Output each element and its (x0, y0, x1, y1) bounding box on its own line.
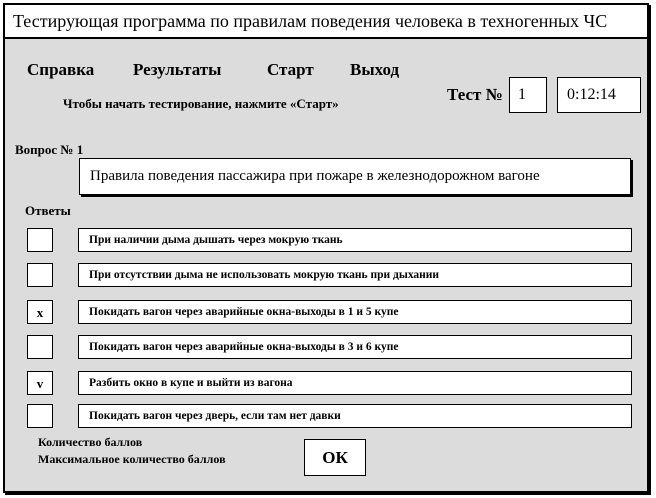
answer-checkbox-4[interactable] (27, 335, 53, 359)
start-hint: Чтобы начать тестирование, нажмите «Старт» (63, 96, 339, 111)
menu-exit[interactable]: Выход (350, 60, 400, 79)
answer-option-5[interactable]: Разбить окно в купе и выйти из вагона (78, 371, 632, 395)
question-text: Правила поведения пассажира при пожаре в железнодорожном вагоне (79, 158, 631, 195)
menu-help[interactable]: Справка (27, 60, 95, 79)
menu-results[interactable]: Результаты (133, 60, 222, 79)
answer-checkbox-5[interactable]: v (27, 371, 53, 395)
test-number-field: 1 (509, 77, 547, 113)
window-title: Тестирующая программа по правилам поведения человека в техногенных ЧС (5, 5, 647, 39)
answer-checkbox-2[interactable] (27, 263, 53, 287)
answer-checkbox-6[interactable] (27, 404, 53, 428)
answers-label: Ответы (25, 203, 71, 218)
timer-display: 0:12:14 (557, 77, 641, 113)
main-window (3, 3, 649, 493)
menu-start[interactable]: Старт (267, 60, 314, 79)
score-max-label: Максимальное количество баллов (38, 452, 226, 466)
test-number-label: Тест № (447, 85, 503, 104)
answer-checkbox-1[interactable] (27, 228, 53, 252)
answer-option-1[interactable]: При наличии дыма дышать через мокрую ткань (78, 228, 632, 252)
answer-option-2[interactable]: При отсутствии дыма не использовать мокрую ткань при дыхании (78, 263, 632, 287)
ok-button[interactable]: ОК (304, 439, 366, 476)
answer-checkbox-3[interactable]: x (27, 300, 53, 324)
answer-option-6[interactable]: Покидать вагон через дверь, если там нет давки (78, 404, 632, 428)
answer-option-3[interactable]: Покидать вагон через аварийные окна-выходы в 1 и 5 купе (78, 300, 632, 324)
question-label: Вопрос № 1 (15, 142, 84, 157)
answer-option-4[interactable]: Покидать вагон через аварийные окна-выходы в 3 и 6 купе (78, 335, 632, 359)
score-count-label: Количество баллов (38, 435, 143, 449)
